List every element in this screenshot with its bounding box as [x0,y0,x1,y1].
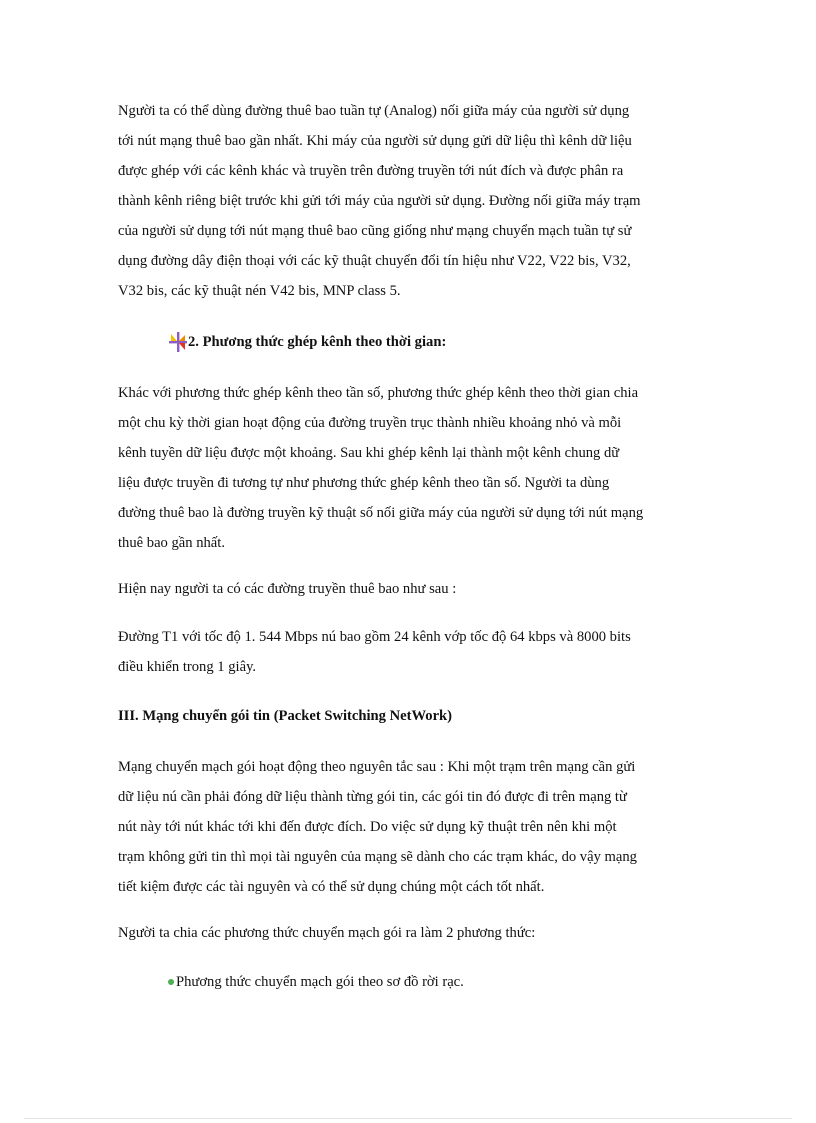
paragraph-6 [118,918,708,948]
text-line: điều khiển trong 1 giây. [118,659,257,675]
text-line: Mạng chuyển mạch gói hoạt động theo nguyên tắc sau : Khi một trạm trên mạng cần gửi [118,759,636,775]
text-line: tới nút mạng thuê bao gần nhất. Khi máy của người sử dụng gửi dữ liệu thì kênh dữ liệu [118,133,632,149]
green-dot-icon [168,979,174,985]
text-line: thuê bao gần nhất. [118,535,225,551]
heading-2-text: 2. Phương thức ghép kênh theo thời gian: [188,334,447,350]
text-line: Khác với phương thức ghép kênh theo tần số, phương thức ghép kênh theo thời gian chia [118,385,639,401]
text-line: được ghép với các kênh khác và truyền trên đường truyền tới nút đích và được phân ra [118,163,624,179]
section-heading-3: III. Mạng chuyển gói tin (Packet Switching NetWork) [118,708,453,724]
text-line: đường thuê bao là đường truyền kỹ thuật số nối giữa máy của người sử dụng tới nút mạng [118,505,644,521]
paragraph-2 [118,378,708,558]
paragraph-3 [118,574,708,604]
page-bottom-divider [24,1118,792,1119]
paragraph-5 [118,752,708,902]
text-line: dụng đường dây điện thoại với các kỹ thuật chuyển đổi tín hiệu như V22, V22 bis, V32, [118,253,631,269]
text-line: Đường T1 với tốc độ 1. 544 Mbps nú bao gồm 24 kênh vớp tốc độ 64 kbps và 8000 bits [118,629,631,645]
text-line: kênh tuyền dữ liệu được một khoảng. Sau khi ghép kênh lại thành một kênh chung dữ [118,445,620,461]
text-line: của người sử dụng tới nút mạng thuê bao cũng giống như mạng chuyển mạch tuần tự sử [118,223,632,239]
text-line: trạm không gửi tin thì mọi tài nguyên của mạng sẽ dành cho các trạm khác, do vậy mạng [118,849,637,865]
section-heading-2 [168,327,446,357]
text-line: Người ta có thể dùng đường thuê bao tuần tự (Analog) nối giữa máy của người sử dụng [118,103,630,119]
bullet-item-text: Phương thức chuyển mạch gói theo sơ đồ rời rạc. [176,974,464,990]
paragraph-1 [118,96,708,306]
text-line: nút này tới nút khác tới khi đến được đích. Do việc sử dụng kỹ thuật trên nên khi một [118,819,617,835]
text-line: một chu kỳ thời gian hoạt động của đường truyền trục thành nhiều khoảng nhỏ và mỗi [118,415,622,431]
text-line: liệu được truyền đi tương tự như phương thức ghép kênh theo tần số. Người ta dùng [118,475,610,491]
text-line: dữ liệu nú cần phải đóng dữ liệu thành từng gói tin, các gói tin đó được đi trên mạng từ [118,789,627,805]
colored-star-icon [168,331,188,353]
text-line: Người ta chia các phương thức chuyển mạch gói ra làm 2 phương thức: [118,925,536,941]
bullet-item-1 [168,967,464,997]
paragraph-4 [118,622,708,682]
text-line: tiết kiệm được các tài nguyên và có thể sử dụng chúng một cách tốt nhất. [118,879,545,895]
text-line: thành kênh riêng biệt trước khi gửi tới máy của người sử dụng. Đường nối giữa máy trạm [118,193,641,209]
text-line: Hiện nay người ta có các đường truyền thuê bao như sau : [118,581,457,597]
text-line: V32 bis, các kỹ thuật nén V42 bis, MNP class 5. [118,283,401,299]
